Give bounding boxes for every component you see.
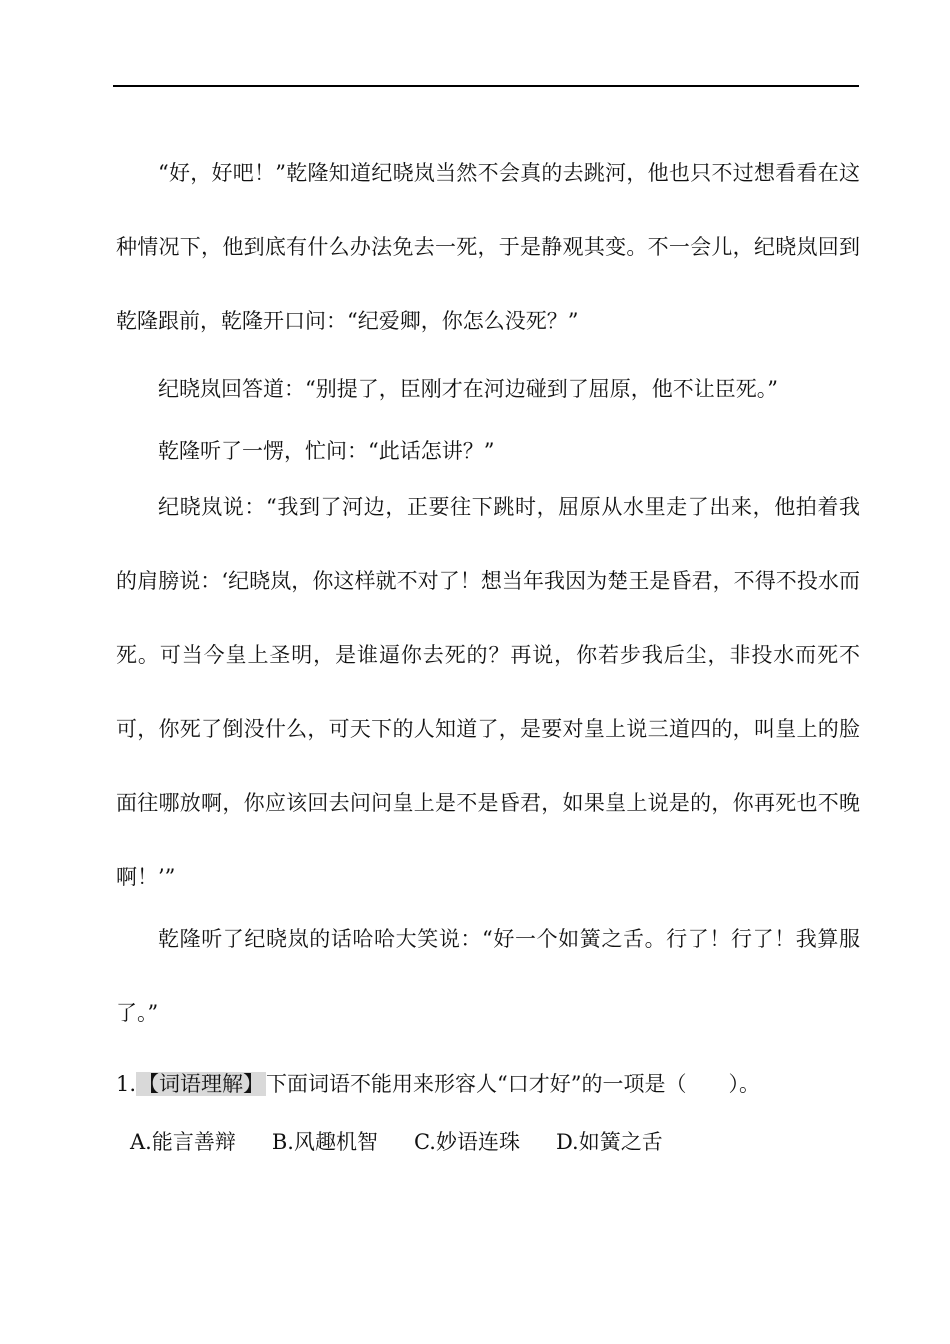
passage <box>116 148 860 1156</box>
question-1 <box>116 1060 860 1108</box>
option-b: B.风趣机智 <box>271 1130 378 1154</box>
question-text: 下面词语不能用来形容人“口才好”的一项是（ ）。 <box>266 1072 761 1096</box>
option-a: A.能言善辩 <box>130 1130 236 1154</box>
answer-options <box>116 1126 860 1156</box>
question-tag: 【词语理解】 <box>138 1072 265 1096</box>
passage-paragraph: 乾隆听了一愣，忙问：“此话怎讲？” <box>158 439 495 463</box>
option-c: C.妙语连珠 <box>413 1130 520 1154</box>
passage-paragraph: “好，好吧！”乾隆知道纪晓岚当然不会真的去跳河，他也只不过想看看在这种情况下，他到底有什么办法免去一死，于是静观其变。不一会儿，纪晓岚回到乾隆跟前，乾隆开口问：“纪爱卿，你怎么没死？” <box>116 161 860 333</box>
option-d: D.如簧之舌 <box>555 1130 663 1154</box>
passage-paragraph: 纪晓岚说：“我到了河边，正要往下跳时，屈原从水里走了出来，他拍着我的肩膀说：‘纪晓岚，你这样就不对了！想当年我因为楚王是昏君，不得不投水而死。可当今皇上圣明，是谁逼你去死的？再说，你若步我后尘，非投水而死不可，你死了倒没什么，可天下的人知道了，是要对皇上说三道四的，叫皇上的脸面往哪放啊，你应该回去问问皇上是不是昏君，如果皇上说是的，你再死也不晚啊！’” <box>116 495 860 889</box>
passage-paragraph: 乾隆听了纪晓岚的话哈哈大笑说：“好一个如簧之舌。行了！行了！我算服了。” <box>116 927 860 1025</box>
header-rule <box>113 85 859 87</box>
question-number: 1. <box>116 1072 137 1096</box>
passage-paragraph: 纪晓岚回答道：“别提了，臣刚才在河边碰到了屈原，他不让臣死。” <box>158 377 778 401</box>
